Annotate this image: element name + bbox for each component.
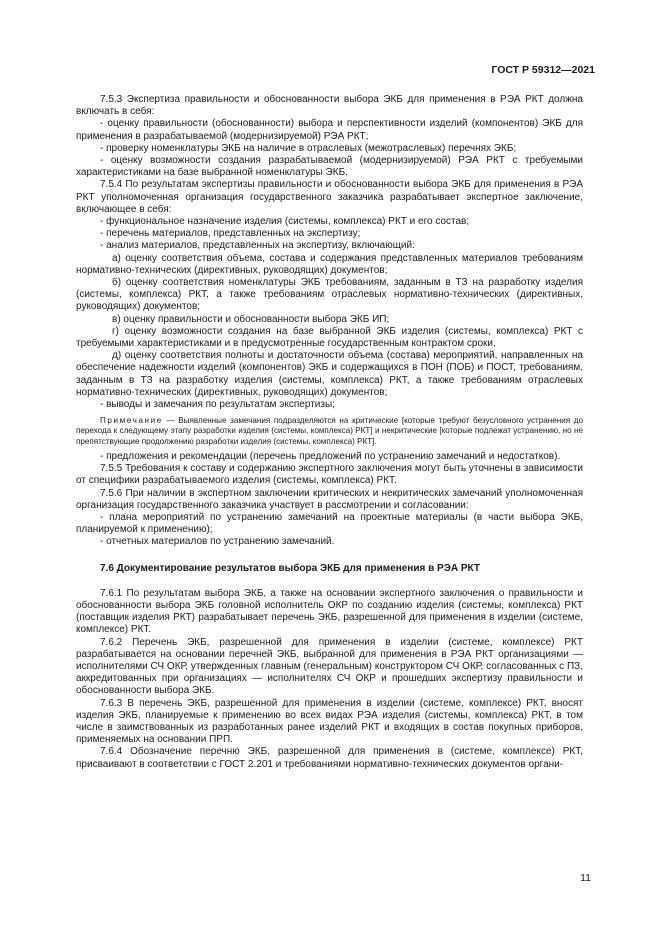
paragraph: - проверку номенклатуры ЭКБ на наличие в отраслевых (межотраслевых) перечнях ЭКБ; [100, 142, 517, 154]
note-label: Примечание [100, 416, 163, 426]
paragraph: 7.5.3 Экспертиза правильности и обоснованности выбора ЭКБ для применения в РЭА РКТ должна включать в себя: [76, 94, 583, 118]
document-header: ГОСТ Р 59312—2021 [491, 64, 595, 76]
paragraph: - плана мероприятий по устранению замечаний на проектные материалы (в части выбора ЭКБ, планируемой к применению); [76, 511, 583, 536]
document-body [76, 94, 583, 771]
section-7-5-text [76, 94, 583, 411]
note [76, 416, 583, 447]
paragraph: б) оценку соответствия номенклатуры ЭКБ требованиям, заданным в ТЗ на разработку изделия (системы, комплекса) РКТ, а также требованиям отраслевых нормативно-технических (директивных, руководящих) документов; [76, 277, 583, 313]
paragraph: 7.6.4 Обозначение перечню ЭКБ, разрешенной для применения в (системе, комплексе) РКТ, присваивают в соответствии с ГОСТ 2.201 и требованиями нормативно-технических документов органи- [76, 746, 583, 770]
section-heading: 7.6 Документирование результатов выбора ЭКБ для применения в РЭА РКТ [100, 562, 480, 574]
paragraph: 7.6.3 В перечень ЭКБ, разрешенной для применения в изделии (системе, комплексе) РКТ, вносят изделия ЭКБ, планируемые к применению во всех видах РЭА изделия (системы, комплекса) РКТ, в том числе в заимствованных из разработанных ранее изделий РКТ и входящих в состав покупных приборов, применяемых на основании ПРП. [76, 697, 583, 746]
section-7-6-text [76, 588, 583, 771]
paragraph: в) оценку правильности и обоснованности выбора ЭКБ ИП; [112, 313, 390, 325]
paragraph: - отчетных материалов по устранению замечаний. [100, 536, 335, 548]
paragraph: 7.6.2 Перечень ЭКБ, разрешенной для применения в изделии (системе, комплексе) РКТ разрабатывается на основании перечней ЭКБ, выбранной для применения в РЭА РКТ организациями — исполнителями СЧ ОКР, утвержденных главным (генеральным) конструктором СЧ ОКР, согласованных с ПЗ, аккредитованных при организациях — исполнителях СЧ ОКР и прошедших экспертизу правильности и обоснованности выбора ЭКБ. [76, 636, 583, 697]
paragraph: - предложения и рекомендации (перечень предложений по устранению замечаний и недостатков). [100, 450, 561, 462]
paragraph: 7.6.1 По результатам выбора ЭКБ, а также на основании экспертного заключения о правильности и обоснованности выбора ЭКБ головной исполнитель ОКР по созданию изделия (системы, комплекса) РКТ (поставщик изделия РКТ) разрабатывает перечень ЭКБ, разрешенной для применения в изделии (системе, комплексе) РКТ. [76, 587, 583, 636]
page-number: 11 [580, 872, 591, 884]
paragraph: - оценку правильности (обоснованности) выбора и перспективности изделий (компонентов) ЭКБ для применения в разрабатываемой (модернизируемой) РЭА РКТ; [76, 118, 583, 142]
paragraph: 7.5.6 При наличии в экспертном заключении критических и некритических замечаний уполномоченная организация государственного заказчика участвует в рассмотрении и согласовании: [76, 487, 583, 511]
paragraph: - оценку возможности создания разрабатываемой (модернизируемой) РЭА РКТ с требуемыми характеристиками на базе выбранной номенклатуры ЭКБ. [76, 155, 583, 179]
paragraph: д) оценку соответствия полноты и достаточности объема (состава) мероприятий, направленных на обеспечение надежности изделий (компонентов) ЭКБ и содержащихся в ПОН (ПОБ) и ПОСТ, требованиям, заданным в ТЗ на разработку изделия (системы, комплекса) РКТ, а также требованиям отраслевых нормативно-технических (директивных, руководящих) документов; [76, 350, 583, 398]
paragraph: - перечень материалов, представленных на экспертизу; [100, 228, 361, 240]
section-7-5-continued [76, 451, 583, 549]
paragraph: а) оценку соответствия объема, состава и содержания представленных материалов требованиям нормативно-технических (директивных, руководящих) документов; [76, 252, 583, 276]
paragraph: 7.5.5 Требования к составу и содержанию экспертного заключения могут быть уточнены в зависимости от специфики разрабатываемого изделия (системы, комплекса) РКТ. [76, 463, 583, 487]
paragraph: - функциональное назначение изделия (системы, комплекса) РКТ и его состав; [100, 216, 470, 228]
note-text: — Выявленные замечания подразделяются на критические [которые требуют безусловного устранения до перехода к следующему этапу разработки изделия (системы, комплекса) РКТ] и некритические [которые подлежат устранению, но не препятствующие продолжению разработки изделия (системы, комплекса) РКТ]. [76, 416, 583, 446]
paragraph: - анализ материалов, представленных на экспертизу, включающий: [100, 240, 415, 252]
paragraph: г) оценку возможности создания на базе выбранной ЭКБ изделия (системы, комплекса) РКТ с требуемыми характеристиками и в предусмотренные государственным контрактом сроки, [76, 325, 583, 350]
paragraph: 7.5.4 По результатам экспертизы правильности и обоснованности выбора ЭКБ для применения в РЭА РКТ уполномоченная организация государственного заказчика разрабатывает экспертное заключение, включающее в себя: [76, 179, 583, 215]
paragraph: - выводы и замечания по результатам экспертизы; [100, 399, 335, 411]
